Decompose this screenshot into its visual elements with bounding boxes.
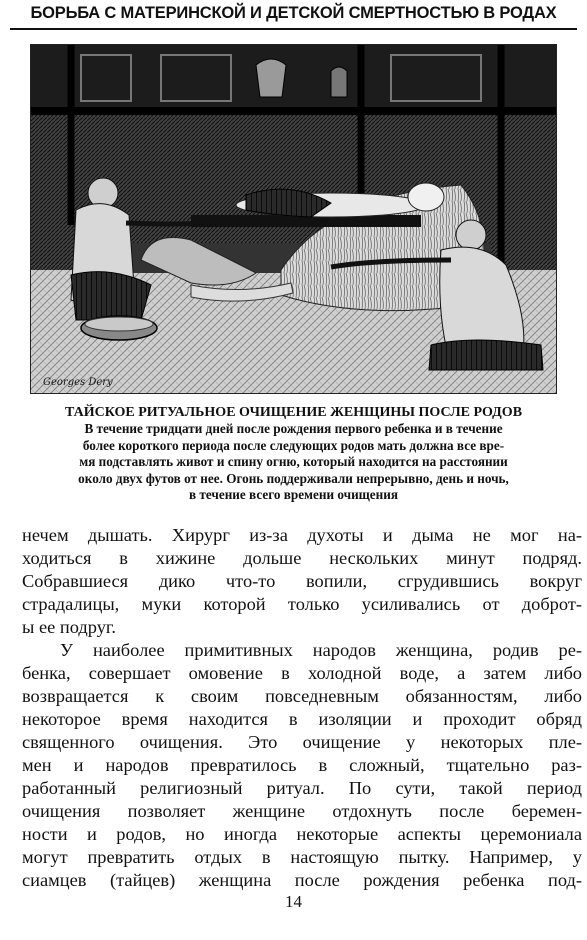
caption-line: более короткого периода после следующих родов мать должна все вре- [82,437,505,453]
caption-line: в течение всего времени очищения [188,487,398,503]
body-text [22,524,582,892]
text-line: страдалицы, муки которой только усиливались от доброт- [22,594,582,614]
running-header: БОРЬБА С МАТЕРИНСКОЙ И ДЕТСКОЙ СМЕРТНОСТЬЮ В РОДАХ [30,4,557,22]
engraving-illustration [30,44,557,394]
page-number: 14 [285,892,302,911]
text-line: священного очищения. Это очищение у некоторых пле- [22,732,582,752]
caption-line: В течение тридцати дней после рождения первого ребенка и в течение [84,421,503,436]
text-line: У наиболее примитивных народов женщина, родив ре- [60,640,582,660]
text-line: возвращается к своим повседневным обязанностям, либо [22,686,582,706]
text-line: сиамцев (тайцев) женщина после рождения ребенка под- [22,870,582,890]
caption-line: мя подставлять живот и спину огню, который находится на расстоянии [79,454,508,470]
text-line: ходиться в хижине дольше нескольких минут подряд. [22,548,582,568]
text-line: бенка, совершает омовение в холодной воде, а затем либо [22,663,582,683]
caption-text [12,421,575,504]
artist-signature: Georges Dery [43,377,113,388]
text-line: Собравшиеся дико что-то вопили, сгрудившись вокруг [22,571,582,591]
header-rule [10,28,577,30]
caption-title: ТАЙСКОЕ РИТУАЛЬНОЕ ОЧИЩЕНИЕ ЖЕНЩИНЫ ПОСЛЕ РОДОВ [64,405,523,420]
text-line: работанный религиозный ритуал. По сути, такой период [22,778,582,798]
text-line: ы ее подруг. [22,617,116,637]
caption-line: около двух футов от нее. Огонь поддерживали непрерывно, день и ночь, [78,470,509,486]
text-line: ности и родов, но иногда некоторые аспекты церемониала [22,824,582,844]
text-line: нечем дышать. Хирург из-за духоты и дыма не мог на- [22,525,582,545]
text-line: могут превратить отдых в настоящую пытку. Например, у [22,847,582,867]
text-line: очищения позволяет женщине отдохнуть после беремен- [22,801,582,821]
text-line: мен и народов превратилось в сложный, тщательно раз- [22,755,582,775]
figure-caption [12,404,575,504]
text-line: некоторое время находится в изоляции и проходит обряд [22,709,582,729]
